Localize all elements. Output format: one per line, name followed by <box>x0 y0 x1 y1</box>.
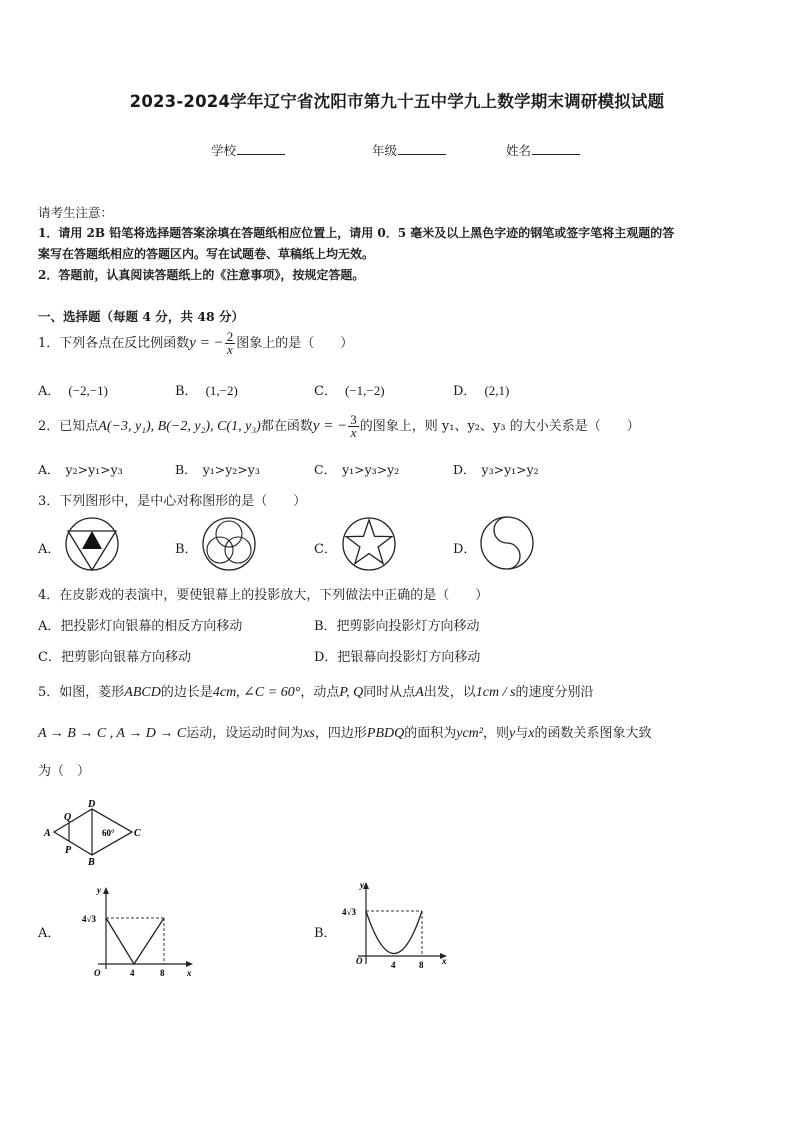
graph-b-xtick-8: 8 <box>419 960 424 970</box>
q4-option-d: D．把银幕向投影灯方向移动 <box>314 650 481 665</box>
q1-option-a <box>38 380 108 399</box>
fig-label-q: Q <box>64 812 72 823</box>
school-label: 学校 <box>211 143 237 158</box>
question-1-stem <box>38 331 353 356</box>
option-label: B． <box>175 384 198 399</box>
option-label: A． <box>38 384 61 399</box>
option-label: C． <box>314 462 337 477</box>
option-label: A． <box>38 462 60 477</box>
graph-a-xtick-8: 8 <box>160 968 165 978</box>
q5-math: 4cm, ∠C = 60° <box>212 685 301 700</box>
school-blank <box>237 142 285 155</box>
option-value: y₃>y₁>y₂ <box>481 462 539 477</box>
q3-figure-d <box>478 513 536 573</box>
q1-option-b <box>175 380 238 399</box>
q5-math: x <box>528 726 535 741</box>
school-field <box>211 141 285 159</box>
graph-b-origin: O <box>356 956 363 966</box>
option-label: C． <box>314 384 337 399</box>
q2-option-b <box>175 460 260 478</box>
graph-a-origin: O <box>94 968 101 978</box>
question-2-stem <box>38 414 640 439</box>
q2-frac-den: x <box>350 425 357 440</box>
q5-math: y <box>509 726 516 741</box>
q5-text: 的速度分别沿 <box>515 685 594 700</box>
fig-label-b: B <box>88 857 95 866</box>
option-label: B． <box>175 462 197 477</box>
notice-item-1b: 案写在答题纸相应的答题区内。写在试题卷、草稿纸上均无效。 <box>38 247 375 261</box>
fig-label-c: C <box>134 828 141 839</box>
q2-pre: 2．已知点 <box>38 419 99 434</box>
notice-heading: 请考生注意： <box>38 205 114 220</box>
graph-b-ytick: 4√3 <box>342 907 356 917</box>
question-5-line-1 <box>38 681 593 701</box>
q5-text: 的边长是 <box>160 685 213 700</box>
q5-option-b-label: B． <box>314 926 337 941</box>
q5-math: ycm² <box>456 726 483 741</box>
q3-label-b: B． <box>175 542 198 557</box>
notice-item-2: 2．答题前，认真阅读答题纸上的《注意事项》，按规定答题。 <box>38 268 365 282</box>
q1-pre: 1．下列各点在反比例函数 <box>38 336 190 351</box>
graph-b-xtick-4: 4 <box>391 960 396 970</box>
q5-text: 同时从点 <box>363 685 416 700</box>
question-5-line-2 <box>38 722 651 742</box>
grade-field <box>372 141 446 159</box>
question-4-stem: 4．在皮影戏的表演中，要使银幕上的投影放大，下列做法中正确的是（ ） <box>38 588 489 603</box>
q5-math: xs <box>303 726 315 741</box>
option-value: y₂>y₁>y₃ <box>65 462 123 477</box>
notice-item-1a: 1．请用 2B 铅笔将选择题答案涂填在答题纸相应位置上，请用 0．5 毫米及以上黑色字迹的钢笔或签字笔将主观题的答 <box>38 226 675 240</box>
page-title: 2023-2024学年辽宁省沈阳市第九十五中学九上数学期末调研模拟试题 <box>129 92 665 111</box>
q3-label-d: D． <box>453 542 477 557</box>
q5-option-a-label: A． <box>38 926 61 941</box>
q5-text: 出发，以 <box>423 685 476 700</box>
fig-label-a: A <box>44 828 51 839</box>
section-title: 一、选择题（每题 4 分，共 48 分） <box>38 309 245 324</box>
option-label: D． <box>453 462 476 477</box>
question-5-line-3: 为（ ） <box>38 764 91 779</box>
q5-text: 5．如图，菱形 <box>38 685 125 700</box>
q2-fraction <box>348 414 359 439</box>
fig-angle-label: 60° <box>102 828 115 838</box>
option-label: D． <box>453 384 477 399</box>
q3-figure-c <box>340 515 398 573</box>
q1-fraction <box>225 331 236 356</box>
fig-label-d: D <box>88 799 96 810</box>
graph-a-xtick-4: 4 <box>130 968 135 978</box>
q3-label-c: C． <box>314 542 337 557</box>
q5-math: P, Q <box>339 685 364 700</box>
q2-mid: 都在函数 <box>260 419 313 434</box>
question-3-stem: 3．下列图形中，是中心对称图形的是（ ） <box>38 494 307 509</box>
q1-option-c <box>314 380 385 399</box>
q1-formula: y = − <box>189 335 224 351</box>
q5-text: 运动，设运动时间为 <box>186 726 304 741</box>
graph-b-x-label: x <box>442 956 447 966</box>
graph-a-x-label: x <box>187 968 192 978</box>
graph-b-y-label: y <box>360 880 364 890</box>
name-blank <box>532 142 580 155</box>
q5-math: ABCD <box>124 685 161 700</box>
q4-option-c: C．把剪影向银幕方向移动 <box>38 650 191 665</box>
q5-math: 1cm / s <box>475 685 516 700</box>
q2-option-c <box>314 460 399 478</box>
q3-figure-a <box>63 515 121 573</box>
fig-label-p: P <box>65 845 72 856</box>
q2-option-a <box>38 460 123 478</box>
name-label: 姓名 <box>506 143 532 158</box>
q4-option-a: A．把投影灯向银幕的相反方向移动 <box>38 619 243 634</box>
q2-option-d <box>453 460 539 478</box>
q5-text: ，动点 <box>300 685 340 700</box>
q4-option-b: B．把剪影向投影灯方向移动 <box>314 619 480 634</box>
q5-text: ，则 <box>482 726 509 741</box>
q5-math: A → B → C , A → D → C <box>38 726 187 741</box>
q5-rhombus-figure <box>42 798 152 866</box>
q5-text: 的面积为 <box>404 726 457 741</box>
option-value: (2,1) <box>484 383 510 398</box>
name-field <box>506 141 580 159</box>
option-value: (−2,−1) <box>68 383 108 398</box>
q5-graph-b <box>338 876 456 976</box>
q5-math: PBDQ <box>366 726 405 741</box>
q2-formula: y = − <box>312 418 348 434</box>
q2-frac-num: 3 <box>350 412 357 427</box>
grade-blank <box>398 142 446 155</box>
option-value: y₁>y₂>y₃ <box>202 462 260 477</box>
q1-frac-num: 2 <box>226 329 234 344</box>
q5-graph-a <box>80 884 200 979</box>
q1-option-d <box>453 380 509 399</box>
q1-post: 图象上的是（ ） <box>236 336 354 351</box>
graph-a-ytick: 4√3 <box>82 914 96 924</box>
q3-label-a: A． <box>38 542 61 557</box>
option-value: (−1,−2) <box>344 383 385 398</box>
q5-text: 与 <box>515 726 529 741</box>
graph-a-y-label: y <box>97 885 101 895</box>
option-value: y₁>y₃>y₂ <box>342 462 400 477</box>
q2-points: A(−3, y₁), B(−2, y₂), C(1, y₃) <box>98 419 261 434</box>
q2-post: 的图象上，则 y₁、y₂、y₃ 的大小关系是（ ） <box>359 419 640 434</box>
q1-frac-den: x <box>227 342 233 357</box>
q5-math: A <box>415 685 424 700</box>
option-value: (1,−2) <box>205 383 238 398</box>
grade-label: 年级 <box>372 143 398 158</box>
q5-text: 的函数关系图象大致 <box>534 726 652 741</box>
q3-figure-b <box>200 515 258 573</box>
q5-text: ，四边形 <box>314 726 367 741</box>
